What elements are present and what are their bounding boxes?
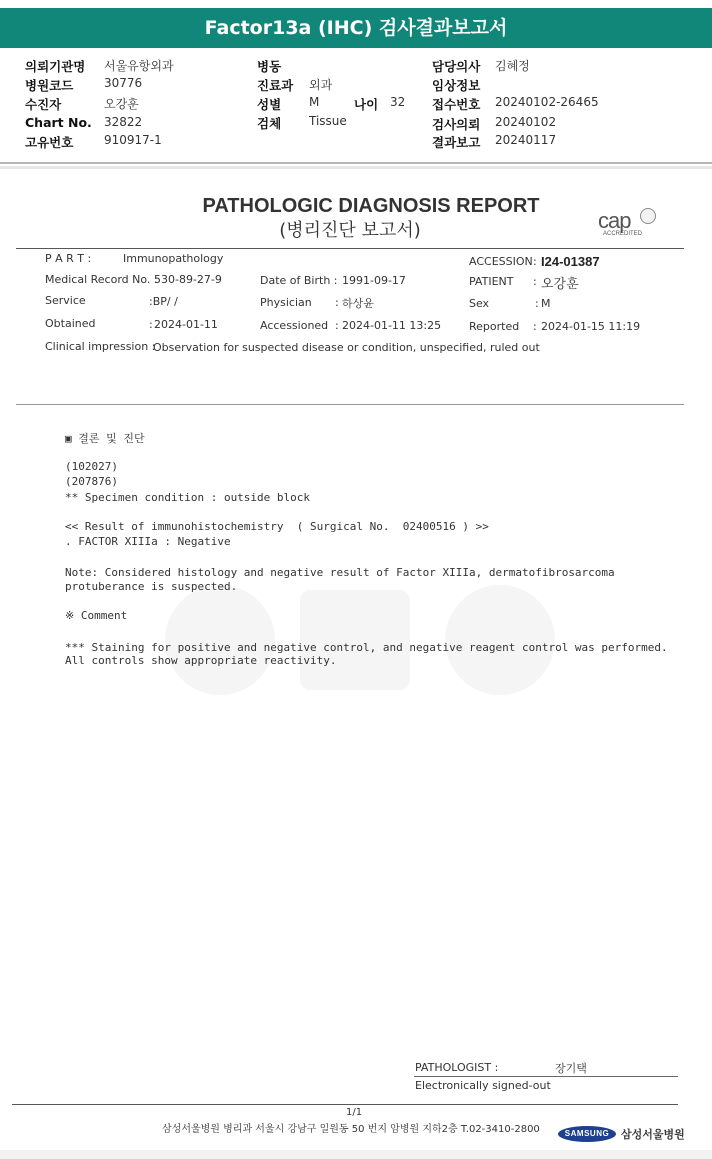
field-value: 910917-1 (104, 133, 162, 147)
signature-line (414, 1076, 678, 1077)
physician-value: 하상윤 (342, 297, 374, 310)
dob-label: Date of Birth : (260, 274, 338, 287)
physician-colon: : (335, 296, 339, 309)
field-label: 검사의뢰 (432, 117, 481, 132)
field-label: 병동 (257, 59, 282, 74)
accession-label: ACCESSION (469, 255, 533, 268)
field-value: 30776 (104, 76, 143, 90)
field-label: 검체 (257, 116, 282, 131)
pathologist-label: PATHOLOGIST : (415, 1061, 499, 1074)
reported-label: Reported (469, 320, 520, 333)
accessioned-label: Accessioned (260, 319, 329, 332)
patient-label: PATIENT (469, 275, 514, 288)
dob-value: 1991-09-17 (342, 274, 406, 287)
patient-colon: : (533, 275, 537, 288)
service-label: Service (45, 294, 86, 307)
field-label: 임상정보 (432, 78, 481, 93)
sex-colon: : (535, 297, 539, 310)
cap-logo-subtext: ACCREDITED (603, 231, 643, 237)
comment-title: ※ Comment (65, 609, 128, 622)
section-title-diagnosis: ▣ 결론 및 진단 (65, 432, 145, 445)
medical-record-value: 530-89-27-9 (154, 273, 222, 286)
field-label: 진료과 (257, 78, 294, 93)
obtained-value: 2024-01-11 (154, 318, 218, 331)
field-value: 32822 (104, 115, 143, 129)
clinical-impression-value: Observation for suspected disease or condition, unspecified, ruled out (153, 341, 540, 354)
part-label: P A R T : (45, 252, 92, 265)
hospital-name: 삼성서울병원 (621, 1128, 685, 1141)
reported-value: 2024-01-15 11:19 (541, 320, 641, 333)
header-divider-shadow (0, 166, 712, 169)
specimen-condition: ** Specimen condition : outside block (65, 491, 311, 504)
footer-divider (12, 1104, 678, 1105)
sex-value: M (541, 297, 551, 310)
field-label: 결과보고 (432, 135, 481, 150)
page-number: 1/1 (346, 1107, 363, 1118)
footer-address: 삼성서울병원 병리과 서울시 강남구 일원동 50 번지 암병원 지하2층 T.02-3410-2800 (162, 1124, 540, 1135)
report-subtitle: (병리진단 보고서) (279, 220, 421, 241)
field-value: 서울유항외과 (104, 59, 174, 73)
field-label: Chart No. (25, 115, 92, 130)
field-label: 의뢰기관명 (25, 59, 86, 74)
report-divider-mid (16, 404, 684, 405)
physician-label: Physician (260, 296, 312, 309)
specimen-code-1: (102027) (65, 460, 118, 473)
part-value: Immunopathology (123, 252, 224, 265)
cap-badge-icon (640, 208, 656, 224)
field-value: 20240102 (495, 115, 557, 129)
report-header-title: Factor13a (IHC) 검사결과보고서 (0, 8, 712, 48)
service-value: :BP/ / (149, 295, 178, 308)
accession-number: I24-01387 (541, 254, 600, 269)
note-line-2: protuberance is suspected. (65, 580, 238, 593)
signed-out-note: Electronically signed-out (415, 1079, 551, 1092)
order-info-panel (0, 54, 712, 154)
ihc-result-factor: . FACTOR XIIIa : Negative (65, 535, 231, 548)
field-value: 외과 (309, 78, 333, 92)
specimen-code-2: (207876) (65, 475, 118, 488)
comment-line-1: *** Staining for positive and negative control, and negative reagent control was performed. (65, 641, 668, 654)
sex-label: Sex (469, 297, 490, 310)
ihc-result-heading: << Result of immunohistochemistry ( Surgical No. 02400516 ) >> (65, 520, 489, 533)
field-value: M (309, 95, 320, 109)
samsung-logo: SAMSUNG (558, 1126, 616, 1142)
field-label: 병원코드 (25, 78, 74, 93)
field-value: 오강훈 (104, 97, 139, 111)
field-value: 20240117 (495, 133, 557, 147)
medical-record-label: Medical Record No. : (45, 273, 158, 286)
comment-line-2: All controls show appropriate reactivity. (65, 654, 337, 667)
note-line-1: Note: Considered histology and negative result of Factor XIIIa, dermatofibrosarcoma (65, 566, 615, 579)
report-title: PATHOLOGIC DIAGNOSIS REPORT (202, 195, 540, 217)
clinical-impression-label: Clinical impression : (45, 340, 156, 353)
accession-colon: : (533, 255, 537, 268)
accessioned-value: 2024-01-11 13:25 (342, 319, 442, 332)
report-divider-top (16, 248, 684, 249)
page-bottom-strip (0, 1150, 712, 1159)
cap-accredited-logo (598, 206, 660, 238)
accessioned-colon: : (335, 319, 339, 332)
field-value: 32 (390, 95, 406, 109)
obtained-colon: : (149, 318, 153, 331)
cap-logo-text: cap (598, 208, 631, 233)
field-label: 성별 (257, 97, 282, 112)
reported-colon: : (533, 320, 537, 333)
field-value: 김혜정 (495, 59, 530, 73)
field-value: Tissue (309, 114, 347, 128)
header-divider (0, 162, 712, 164)
field-label: 나이 (354, 97, 379, 112)
obtained-label: Obtained (45, 317, 96, 330)
patient-name: 오강훈 (541, 277, 579, 292)
field-value: 20240102-26465 (495, 95, 599, 109)
field-label: 접수번호 (432, 97, 481, 112)
field-label: 고유번호 (25, 135, 74, 150)
field-label: 수진자 (25, 97, 62, 112)
pathologist-name: 장기택 (555, 1062, 587, 1075)
field-label: 담당의사 (432, 59, 481, 74)
